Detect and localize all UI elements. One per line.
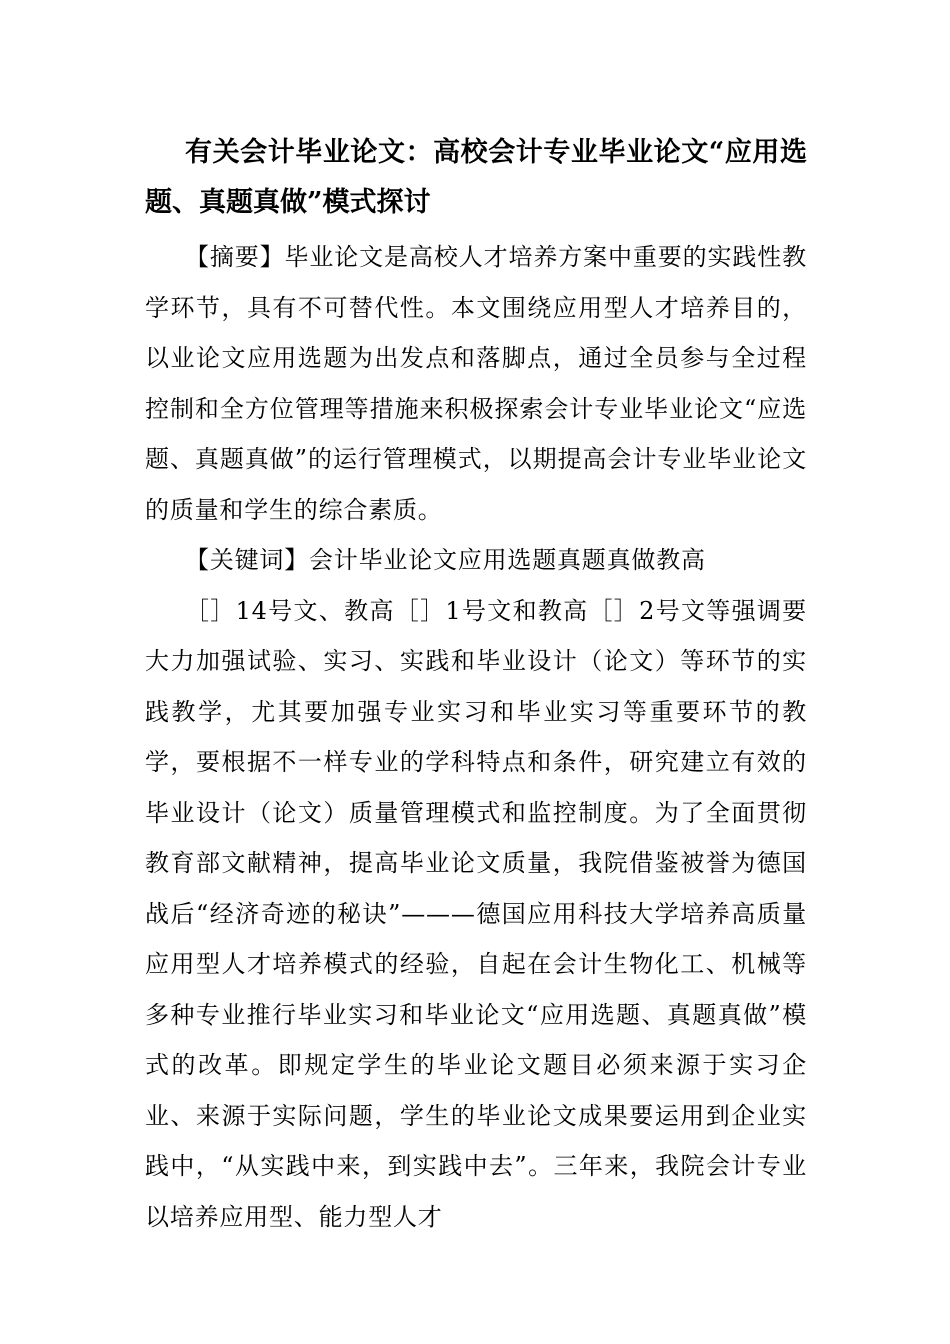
document-content	[145, 128, 807, 1242]
keywords-text: 会计毕业论文应用选题真题真做教高	[309, 546, 706, 574]
abstract-label: 【摘要】	[185, 243, 285, 271]
body-paragraph: ［］14号文、教高［］1号文和教高［］2号文等强调要大力加强试验、实习、实践和毕业设计（论文）等环节的实践教学，尤其要加强专业实习和毕业实习等重要环节的教学，要根据不一样专业的学科特点和条件，研究建立有效的毕业设计（论文）质量管理模式和监控制度。为了全面贯彻教育部文献精神，提高毕业论文质量，我院借鉴被誉为德国战后“经济奇迹的秘诀”———德国应用科技大学培养高质量应用型人才培养模式的经验，自起在会计生物化工、机械等多种专业推行毕业实习和毕业论文“应用选题、真题真做”模式的改革。即规定学生的毕业论文题目必须来源于实习企业、来源于实际问题，学生的毕业论文成果要运用到企业实践中，“从实践中来，到实践中去”。三年来，我院会计专业以培养应用型、能力型人才	[145, 596, 807, 1231]
keywords-paragraph	[145, 535, 807, 586]
abstract-text: 毕业论文是高校人才培养方案中重要的实践性教学环节，具有不可替代性。本文围绕应用型人才培养目的，以业论文应用选题为出发点和落脚点，通过全员参与全过程控制和全方位管理等措施来积极探索会计专业毕业论文“应选题、真题真做”的运行管理模式，以期提高会计专业毕业论文的质量和学生的综合素质。	[145, 243, 807, 524]
keywords-label: 【关键词】	[185, 546, 309, 574]
document-title: 有关会计毕业论文：高校会计专业毕业论文“应用选题、真题真做”模式探讨	[145, 137, 807, 218]
abstract-paragraph	[145, 232, 807, 535]
